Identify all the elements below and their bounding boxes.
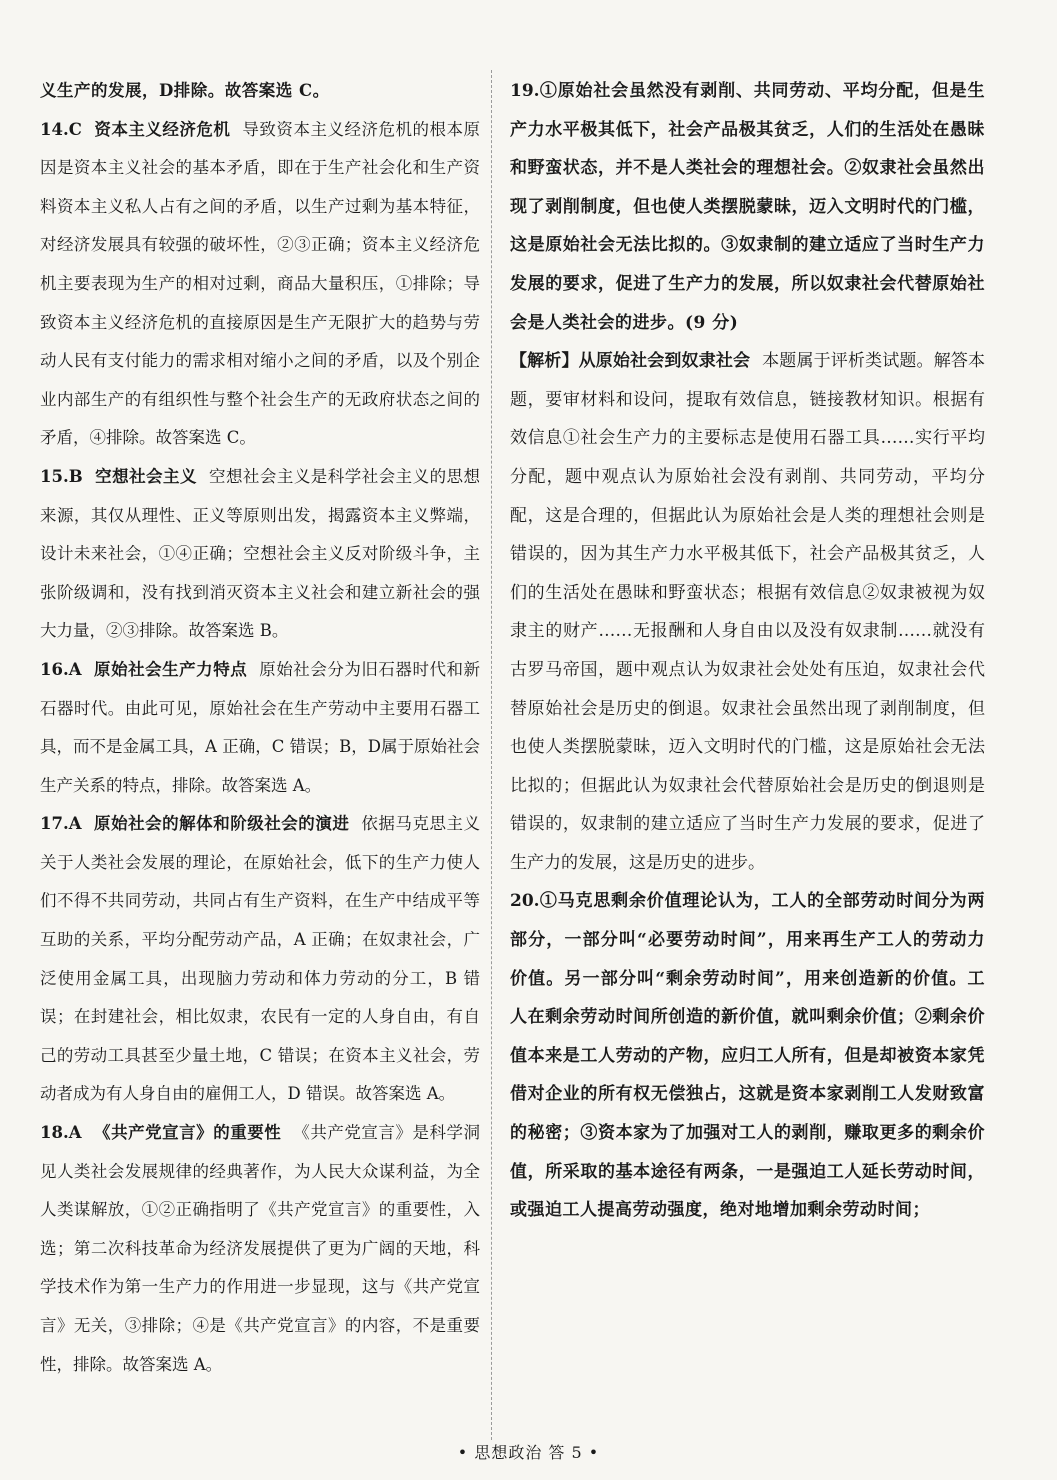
question-14 [40,111,480,458]
question-19-analysis [510,342,985,882]
right-column [510,72,985,1230]
answer-option: A [68,1123,82,1143]
question-number: 17. [40,814,69,834]
question-number: 15. [40,466,69,486]
model-answer: ①原始社会虽然没有剥削、共同劳动、平均分配，但是生产力水平极其低下，社会产品极其贫乏，人们的生活处在愚昧和野蛮状态，并不是人类社会的理想社会。②奴隶社会虽然出现了剥削制度，但也使人类摆脱蒙昧，迈入文明时代的门槛，这是原始社会无法比拟的。③奴隶制的建立适应了当时生产力发展的要求，促进了生产力的发展，所以奴隶社会代替原始社会是人类社会的进步。(9 分) [510,81,985,333]
question-number: 19. [510,81,540,101]
question-body: 导致资本主义经济危机的根本原因是资本主义社会的基本矛盾，即在于生产社会化和生产资料资本主义私人占有之间的矛盾，以生产过剩为基本特征，对经济发展具有较强的破坏性，②③正确；资本主义经济危机主要表现为生产的相对过剩，商品大量积压，①排除；导致资本主义经济危机的直接原因是生产无限扩大的趋势与劳动人民有支付能力的需求相对缩小之间的矛盾，以及个别企业内部生产的有组织性与整个社会生产的无政府状态之间的矛盾，④排除。故答案选 C。 [40,119,481,448]
question-15 [40,458,480,651]
question-number: 20. [510,891,540,912]
question-body: 原始社会分为旧石器时代和新石器时代。由此可见，原始社会在生产劳动中主要用石器工具，而不是金属工具，A 正确，C 错误；B，D属于原始社会生产关系的特点，排除。故答案选 A。 [40,659,481,795]
question-number: 18. [40,1123,69,1143]
question-topic: 原始社会的解体和阶级社会的演进 [93,814,350,834]
question-topic: 原始社会生产力特点 [93,659,248,679]
answer-option: A [68,814,82,834]
question-number: 14. [40,119,69,139]
column-divider [491,70,492,1440]
question-topic: 《共产党宣言》的重要性 [93,1123,282,1143]
question-topic: 空想社会主义 [94,466,197,486]
question-body: 依据马克思主义关于人类社会发展的理论，在原始社会，低下的生产力使人们不得不共同劳动，共同占有生产资料，在生产中结成平等互助的关系，平均分配劳动产品，A 正确；在奴隶社会，广泛使用金属工具，出现脑力劳动和体力劳动的分工，B 错误；在封建社会，相比奴隶，农民有一定的人身自由，有自己的劳动工具甚至少量土地，C 错误；在资本主义社会，劳动者成为有人身自由的雇佣工人，D 错误。故答案选 A。 [40,814,481,1104]
question-19-answer [510,72,985,342]
question-18 [40,1114,480,1384]
answer-option: C [68,119,82,139]
question-17 [40,805,480,1114]
question-body: 《共产党宣言》是科学洞见人类社会发展规律的经典著作，为人民大众谋利益，为全人类谋解放，①②正确指明了《共产党宣言》的重要性，入选；第二次科技革命为经济发展提供了更为广阔的天地，科学技术作为第一生产力的作用进一步显现，这与《共产党宣言》无关，③排除；④是《共产党宣言》的内容，不是重要性，排除。故答案选 A。 [40,1123,481,1374]
answer-option: A [68,659,82,679]
question-20-answer [510,882,985,1229]
page-footer: • 思想政治 答 5 • [457,1443,600,1462]
question-16 [40,651,480,805]
question-body: 空想社会主义是科学社会主义的思想来源，其仅从理性、正义等原则出发，揭露资本主义弊端，设计未来社会，①④正确；空想社会主义反对阶级斗争，主张阶级调和，没有找到消灭资本主义社会和建立新社会的强大力量，②③排除。故答案选 B。 [40,466,481,641]
analysis-body: 本题属于评析类试题。解答本题，要审材料和设问，提取有效信息，链接教材知识。根据有效信息①社会生产力的主要标志是使用石器工具……实行平均分配，题中观点认为原始社会没有剥削、共同劳动，平均分配，这是合理的，但据此认为原始社会是人类的理想社会则是错误的，因为其生产力水平极其低下，社会产品极其贫乏，人们的生活处在愚昧和野蛮状态；根据有效信息②奴隶被视为奴隶主的财产……无报酬和人身自由以及没有奴隶制……就没有古罗马帝国，题中观点认为奴隶社会处处有压迫，奴隶社会代替原始社会是历史的倒退。奴隶社会虽然出现了剥削制度，但也使人类摆脱蒙昧，迈入文明时代的门槛，这是原始社会无法比拟的；但据此认为奴隶社会代替原始社会是历史的倒退则是错误的，奴隶制的建立适应了当时生产力发展的要求，促进了生产力的发展，这是历史的进步。 [510,351,986,873]
question-topic: 资本主义经济危机 [93,119,231,139]
carryover-paragraph: 义生产的发展，D排除。故答案选 C。 [40,81,330,100]
model-answer: ①马克思剩余价值理论认为，工人的全部劳动时间分为两部分，一部分叫“必要劳动时间”，用来再生产工人的劳动力价值。另一部分叫“剩余劳动时间”，用来创造新的价值。工人在剩余劳动时间所创造的新价值，就叫剩余价值；②剩余价值本来是工人劳动的产物，应归工人所有，但是却被资本家凭借对企业的所有权无偿独占，这就是资本家剥削工人发财致富的秘密；③资本家为了加强对工人的剥削，赚取更多的剩余价值，所采取的基本途径有两条，一是强迫工人延长劳动时间，或强迫工人提高劳动强度，绝对地增加剩余劳动时间； [510,891,985,1221]
question-number: 16. [40,659,69,679]
left-column [40,72,480,1384]
analysis-label: 【解析】从原始社会到奴隶社会 [510,351,751,372]
answer-option: B [68,466,83,486]
